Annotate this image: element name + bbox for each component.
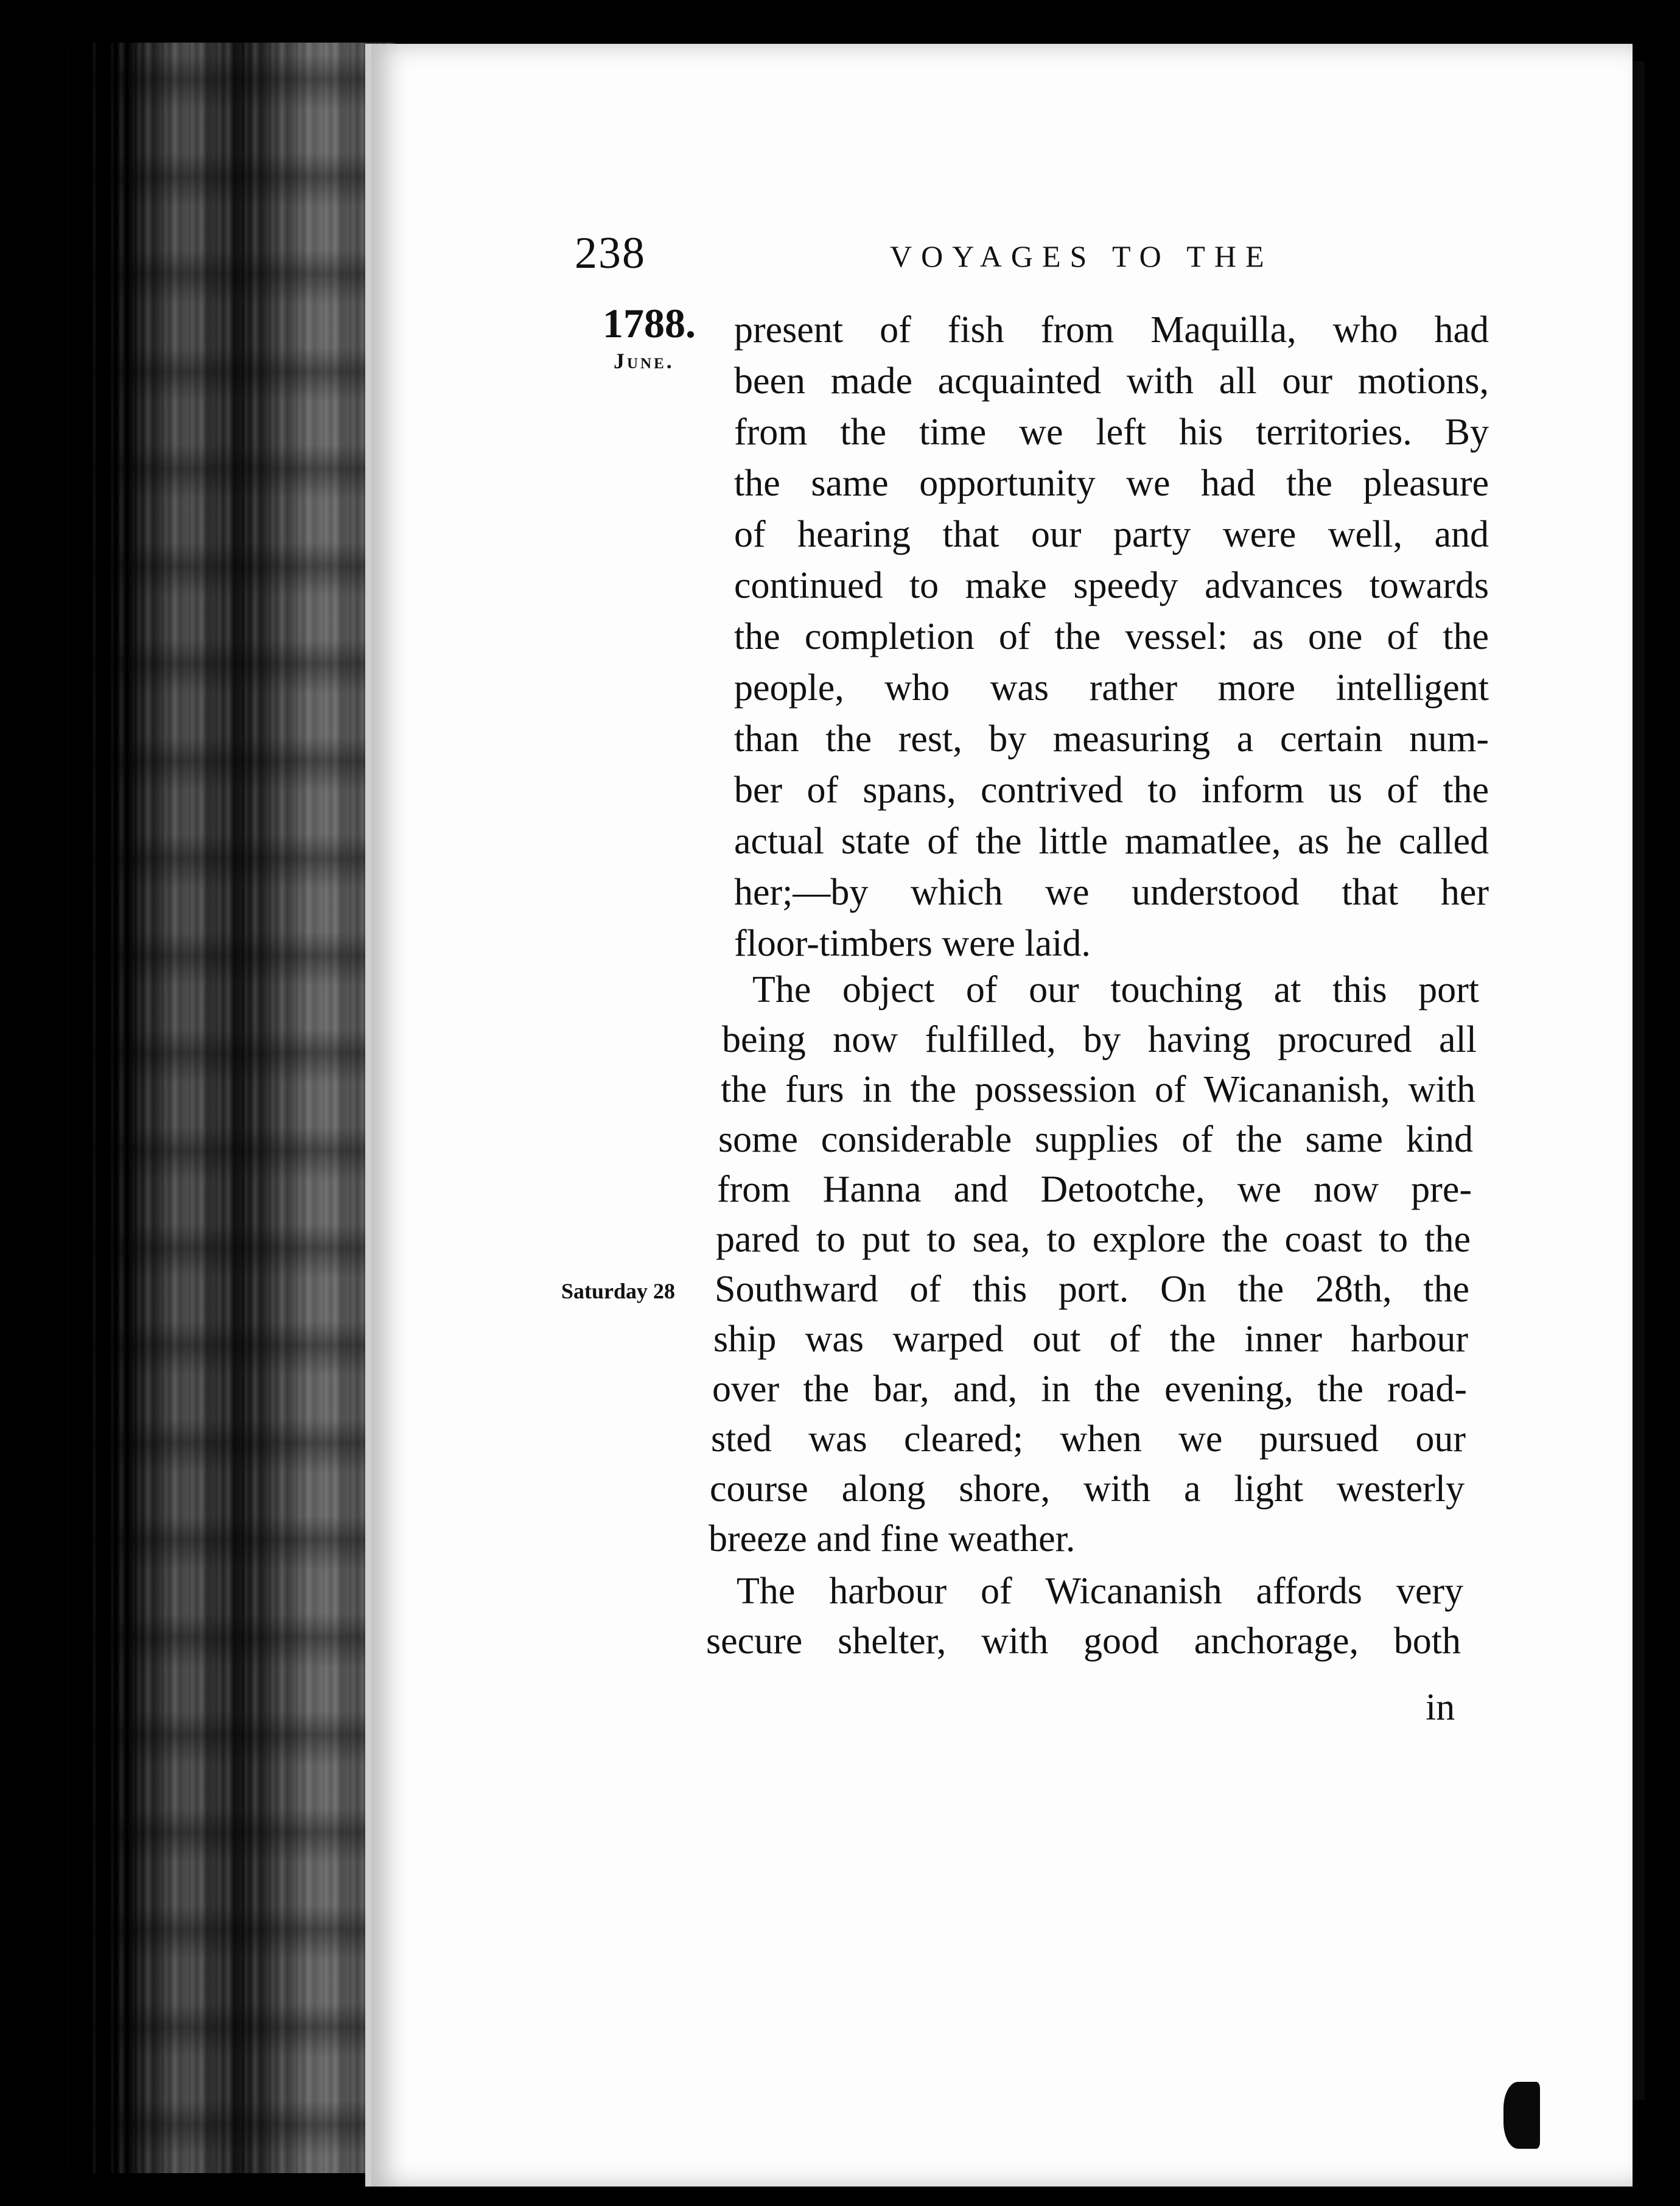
text-line: secure shelter, with good anchorage, both	[706, 1620, 1461, 1662]
next-page-edge	[1631, 61, 1645, 2100]
text-line: course along shore, with a light westerly	[710, 1468, 1465, 1510]
text-line: The object of our touching at this port	[752, 969, 1479, 1010]
text-line: floor-timbers were laid.	[734, 923, 1091, 964]
text-line: been made acquainted with all our motions,	[734, 360, 1489, 402]
text-line: The harbour of Wicananish affords very	[737, 1570, 1463, 1612]
text-line: her;—by which we understood that her	[734, 872, 1489, 913]
text-line: from Hanna and Detootche, we now pre-	[717, 1169, 1472, 1210]
text-line: Southward of this port. On the 28th, the	[715, 1269, 1469, 1310]
text-line: the furs in the possession of Wicananish, with	[721, 1069, 1475, 1110]
text-line: being now fulfilled, by having procured all	[722, 1019, 1477, 1060]
margin-month: June.	[614, 349, 674, 373]
text-line: the same opportunity we had the pleasure	[734, 463, 1489, 504]
text-line: from the time we left his territories. By	[734, 411, 1489, 453]
text-line: sted was cleared; when we pursued our	[711, 1418, 1466, 1460]
text-line: some considerable supplies of the same kind	[718, 1119, 1473, 1160]
text-line: of hearing that our party were well, and	[734, 514, 1489, 555]
text-line: ber of spans, contrived to inform us of the	[734, 769, 1489, 811]
text-line: pared to put to sea, to explore the coast to the	[716, 1219, 1471, 1260]
page-corner-mark	[1503, 2082, 1540, 2149]
margin-date-note: Saturday 28	[561, 1279, 676, 1303]
text-line: breeze and fine weather.	[709, 1518, 1076, 1560]
text-line: continued to make speedy advances towards	[734, 565, 1489, 606]
text-line: actual state of the little mamatlee, as he called	[734, 821, 1489, 862]
text-line: than the rest, by measuring a certain num-	[734, 718, 1489, 760]
text-line: the completion of the vessel: as one of the	[734, 616, 1489, 657]
gutter-texture	[73, 55, 390, 2161]
text-line: ship was warped out of the inner harbour	[713, 1318, 1468, 1360]
text-line: present of fish from Maquilla, who had	[734, 309, 1489, 351]
margin-year: 1788.	[603, 300, 696, 346]
catchword: in	[1426, 1687, 1455, 1728]
page-number: 238	[575, 228, 646, 278]
text-line: over the bar, and, in the evening, the road-	[712, 1368, 1467, 1410]
text-line: people, who was rather more intelligent	[734, 667, 1489, 709]
running-head: VOYAGES TO THE	[890, 239, 1273, 273]
